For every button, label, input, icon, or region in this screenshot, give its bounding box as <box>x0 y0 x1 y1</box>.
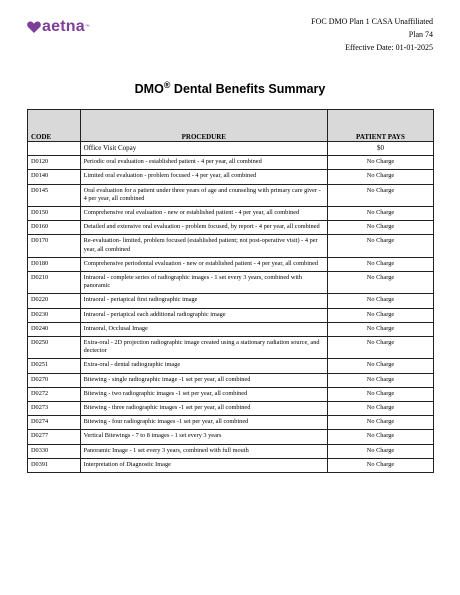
table-row <box>28 458 434 472</box>
procedure-cell: Detailed and extensive oral evaluation - problem focused, by report - 4 per year, all combined <box>80 221 327 235</box>
table-row <box>28 373 434 387</box>
code-cell: D0210 <box>28 272 81 294</box>
table-row <box>28 207 434 221</box>
procedure-cell: Oral evaluation for a patient under three years of age and counseling with primary care giver - 4 per year, all combined <box>80 184 327 206</box>
procedure-cell: Bitewing - two radiographic images -1 set per year, all combined <box>80 387 327 401</box>
procedure-cell: Periodic oral evaluation - established patient - 4 per year, all combined <box>80 156 327 170</box>
table-row <box>28 257 434 271</box>
table-row <box>28 272 434 294</box>
code-cell: D0140 <box>28 170 81 184</box>
copay-value: $0 <box>327 142 433 156</box>
procedure-column-header: PROCEDURE <box>80 110 327 142</box>
table-row <box>28 402 434 416</box>
code-cell: D0330 <box>28 444 81 458</box>
table-row <box>28 156 434 170</box>
procedure-cell: Intraoral - complete series of radiographic images - 1 set every 3 years, combined with panoramic <box>80 272 327 294</box>
patient-pays-cell: No Charge <box>327 156 433 170</box>
aetna-logo <box>27 19 90 35</box>
patient-pays-cell: No Charge <box>327 257 433 271</box>
table-row <box>28 416 434 430</box>
code-cell: D0277 <box>28 430 81 444</box>
patient-pays-cell: No Charge <box>327 416 433 430</box>
table-row <box>28 184 434 206</box>
patient-pays-cell: No Charge <box>327 387 433 401</box>
table-row <box>28 387 434 401</box>
heart-icon <box>27 21 41 33</box>
patient-pays-cell: No Charge <box>327 458 433 472</box>
table-row <box>28 221 434 235</box>
procedure-cell: Extra-oral - dental radiographic image <box>80 359 327 373</box>
procedure-cell: Comprehensive oral evaluation - new or established patient - 4 per year, all combined <box>80 207 327 221</box>
code-cell: D0160 <box>28 221 81 235</box>
office-visit-copay-row <box>28 142 434 156</box>
table-row <box>28 359 434 373</box>
patient-pays-cell: No Charge <box>327 170 433 184</box>
table-header-row <box>28 110 434 142</box>
code-cell: D0250 <box>28 337 81 359</box>
table-row <box>28 308 434 322</box>
code-cell: D0145 <box>28 184 81 206</box>
patient-pays-cell: No Charge <box>327 207 433 221</box>
patient-pays-cell: No Charge <box>327 373 433 387</box>
effective-date: Effective Date: 01-01-2025 <box>345 43 433 52</box>
code-cell: D0120 <box>28 156 81 170</box>
code-cell: D0150 <box>28 207 81 221</box>
code-cell: D0220 <box>28 294 81 308</box>
patient-pays-column-header: PATIENT PAYS <box>327 110 433 142</box>
patient-pays-cell: No Charge <box>327 221 433 235</box>
code-cell: D0170 <box>28 235 81 257</box>
patient-pays-cell: No Charge <box>327 322 433 336</box>
code-cell: D0274 <box>28 416 81 430</box>
procedure-cell: Panoramic Image - 1 set every 3 years, combined with full mouth <box>80 444 327 458</box>
plan-name: FOC DMO Plan 1 CASA Unaffiliated <box>311 17 433 26</box>
table-row <box>28 444 434 458</box>
patient-pays-cell: No Charge <box>327 308 433 322</box>
procedure-cell: Bitewing - four radiographic images -1 set per year, all combined <box>80 416 327 430</box>
patient-pays-cell: No Charge <box>327 444 433 458</box>
code-cell: D0180 <box>28 257 81 271</box>
table-row <box>28 294 434 308</box>
patient-pays-cell: No Charge <box>327 337 433 359</box>
code-cell: D0251 <box>28 359 81 373</box>
code-cell: D0240 <box>28 322 81 336</box>
table-row <box>28 322 434 336</box>
trademark-mark: ™ <box>84 24 90 30</box>
procedure-cell: Interpretation of Diagnostic Image <box>80 458 327 472</box>
code-cell: D0391 <box>28 458 81 472</box>
page-title: DMO® Dental Benefits Summary <box>134 80 326 97</box>
procedure-cell: Bitewing - single radiographic image -1 set per year, all combined <box>80 373 327 387</box>
code-cell: D0273 <box>28 402 81 416</box>
copay-label: Office Visit Copay <box>80 142 327 156</box>
patient-pays-cell: No Charge <box>327 294 433 308</box>
procedure-cell: Vertical Bitewings - 7 to 8 images - 1 set every 3 years <box>80 430 327 444</box>
plan-number: Plan 74 <box>408 30 433 39</box>
procedure-cell: Intraoral - periapical first radiographic image <box>80 294 327 308</box>
code-cell: D0270 <box>28 373 81 387</box>
procedure-cell: Intraoral - periapical each additional radiographic image <box>80 308 327 322</box>
patient-pays-cell: No Charge <box>327 184 433 206</box>
procedure-cell: Comprehensive periodontal evaluation - new or established patient - 4 per year, all combined <box>80 257 327 271</box>
brand-name: aetna <box>42 18 85 35</box>
procedure-cell: Re-evaluation- limited, problem focused (established patient; not post-operative visit) - 4 per year, all combined <box>80 235 327 257</box>
table-row <box>28 170 434 184</box>
patient-pays-cell: No Charge <box>327 430 433 444</box>
patient-pays-cell: No Charge <box>327 359 433 373</box>
procedure-cell: Limited oral evaluation - problem focused - 4 per year, all combined <box>80 170 327 184</box>
patient-pays-cell: No Charge <box>327 402 433 416</box>
code-column-header: CODE <box>28 110 81 142</box>
procedure-cell: Bitewing - three radiographic images -1 set per year, all combined <box>80 402 327 416</box>
table-row <box>28 235 434 257</box>
table-row <box>28 337 434 359</box>
procedure-cell: Extra-oral - 2D projection radiographic image created using a stationary radiation source, and dectector <box>80 337 327 359</box>
benefits-table <box>27 109 434 473</box>
code-cell: D0230 <box>28 308 81 322</box>
procedure-cell: Intraoral, Occlusal Image <box>80 322 327 336</box>
plan-header <box>311 15 433 54</box>
patient-pays-cell: No Charge <box>327 272 433 294</box>
code-cell: D0272 <box>28 387 81 401</box>
table-row <box>28 430 434 444</box>
patient-pays-cell: No Charge <box>327 235 433 257</box>
